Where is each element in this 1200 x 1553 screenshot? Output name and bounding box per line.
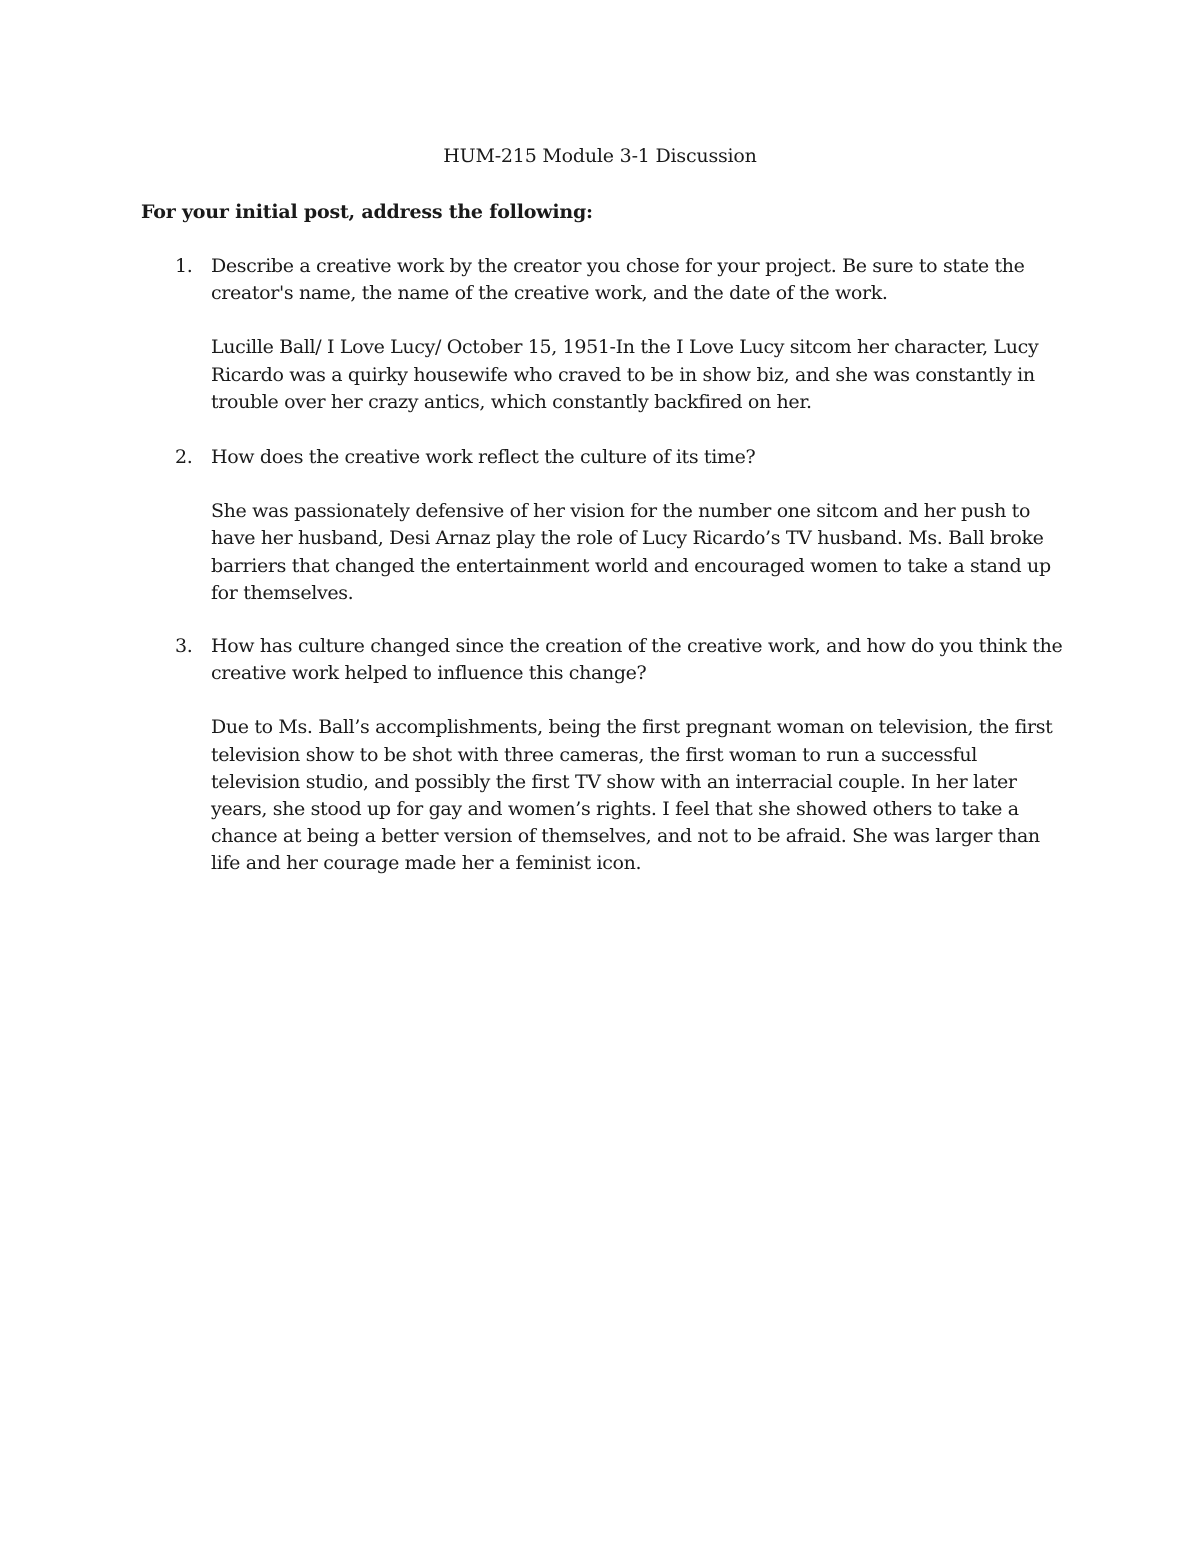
question-answer: Due to Ms. Ball’s accomplishments, being the first pregnant woman on television, the first television show to be shot with three cameras, the first woman to run a successful television studio, and possibly the first TV show with an interracial couple. In her later years, she stood up for gay and women’s rights. I feel that she showed others to take a chance at being a better version of themselves, and not to be afraid. She was larger than life and her courage made her a feminist icon. — [211, 716, 1053, 875]
question-prompt: How does the creative work reflect the culture of its time? — [211, 446, 756, 468]
question-prompt: How has culture changed since the creation of the creative work, and how do you think the creative work helped to influence this change? — [211, 635, 1063, 685]
question-body — [211, 444, 1071, 607]
question-number: 3. — [175, 635, 193, 657]
question-answer: She was passionately defensive of her vision for the number one sitcom and her push to have her husband, Desi Arnaz play the role of Lucy Ricardo’s TV husband. Ms. Ball broke barriers that changed the entertainment world and encouraged women to take a stand up for themselves. — [211, 500, 1051, 604]
instruction-heading: For your initial post, address the following: — [141, 201, 593, 223]
question-body — [211, 253, 1071, 416]
question-answer: Lucille Ball/ I Love Lucy/ October 15, 1951-In the I Love Lucy sitcom her character, Lucy Ricardo was a quirky housewife who craved to be in show biz, and she was constantly in trouble over her crazy antics, which constantly backfired on her. — [211, 336, 1039, 413]
question-number: 1. — [175, 255, 193, 277]
question-number: 2. — [175, 446, 193, 468]
question-body — [211, 633, 1071, 878]
document-title: HUM-215 Module 3-1 Discussion — [443, 145, 757, 167]
question-prompt: Describe a creative work by the creator you chose for your project. Be sure to state the creator's name, the name of the creative work, and the date of the work. — [211, 255, 1025, 305]
